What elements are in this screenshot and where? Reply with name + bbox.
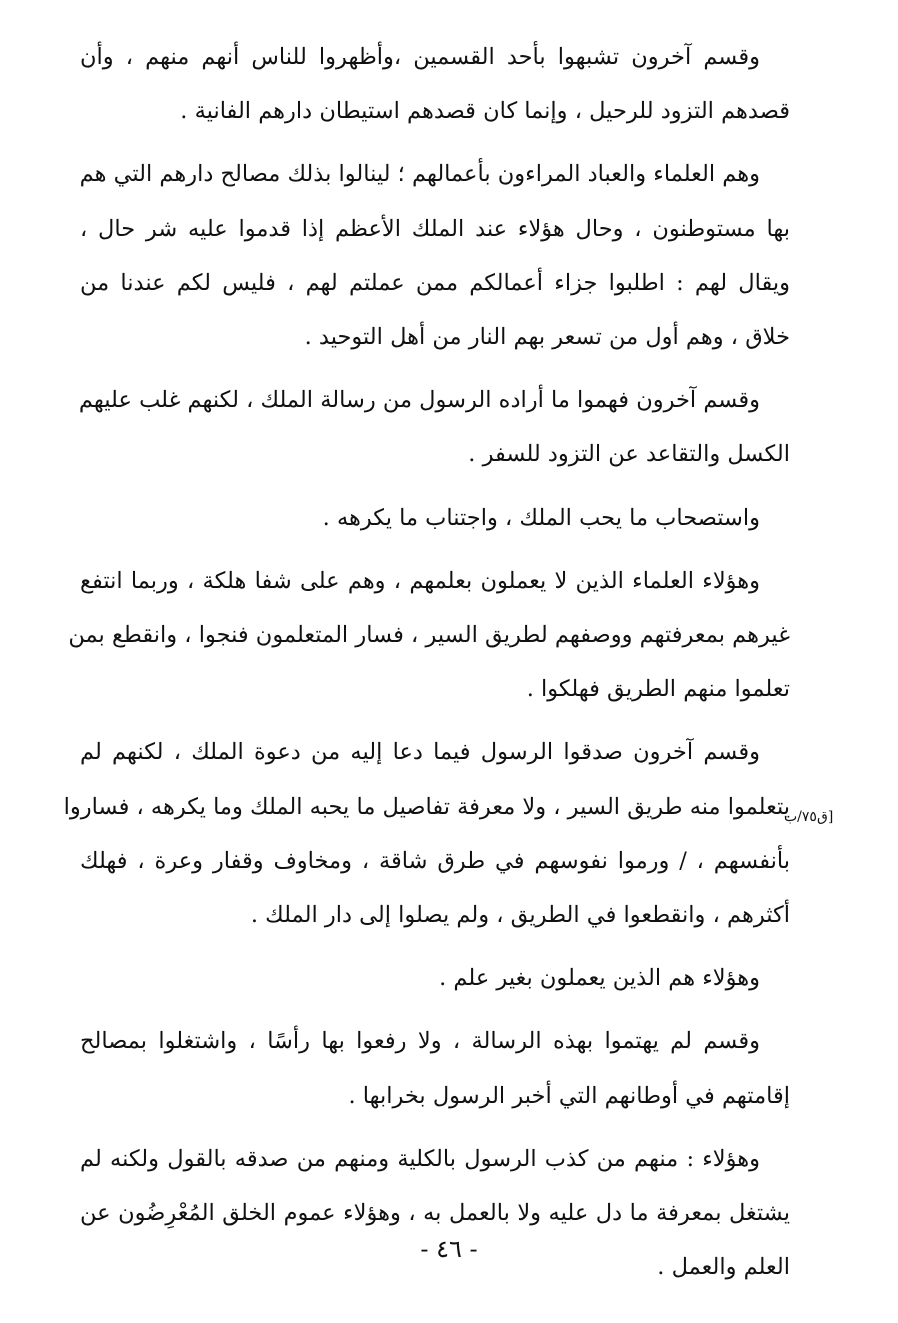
page-number: - ٤٦ -	[420, 1235, 478, 1263]
text-line: غيرهم بمعرفتهم ووصفهم لطريق السير ، فسار المتعلمون فنجوا ، وانقطع بمن	[68, 622, 790, 649]
text-line: وهم العلماء والعباد المراءون بأعمالهم ؛ لينالوا بذلك مصالح دارهم التي هم	[79, 161, 760, 188]
text-line: تعلموا منهم الطريق فهلكوا .	[526, 676, 790, 703]
body-text	[63, 30, 790, 1303]
paragraph-8	[80, 1014, 790, 1122]
text-line: خلاق ، وهم أول من تسعر بهم النار من أهل التوحيد .	[304, 324, 790, 351]
text-line: واستصحاب ما يحب الملك ، واجتناب ما يكرهه .	[322, 504, 760, 531]
text-line: وقسم آخرون فهموا ما أراده الرسول من رسالة الملك ، لكنهم غلب عليهم	[78, 387, 760, 414]
text-line: العلم والعمل .	[657, 1254, 790, 1281]
paragraph-6	[63, 725, 790, 942]
text-line: قصدهم التزود للرحيل ، وإنما كان قصدهم استيطان دارهم الفانية .	[180, 98, 790, 125]
paragraph-1	[80, 30, 790, 138]
text-line: بها مستوطنون ، وحال هؤلاء عند الملك الأعظم إذا قدموا عليه شر حال ،	[80, 215, 790, 242]
paragraph-9	[80, 1132, 790, 1295]
text-line: أكثرهم ، وانقطعوا في الطريق ، ولم يصلوا إلى دار الملك .	[250, 902, 790, 929]
manuscript-folio-note: [ق٧٥/ب	[784, 809, 834, 825]
text-line: الكسل والتقاعد عن التزود للسفر .	[468, 441, 790, 468]
paragraph-3	[80, 373, 790, 481]
text-line: يتعلموا منه طريق السير ، ولا معرفة تفاصيل ما يحبه الملك وما يكرهه ، فساروا	[63, 793, 790, 820]
text-line: وقسم آخرون تشبهوا بأحد القسمين ،وأظهروا للناس أنهم منهم ، وأن	[80, 44, 760, 70]
paragraph-7	[80, 951, 790, 1005]
text-line: يشتغل بمعرفة ما دل عليه ولا بالعمل به ، وهؤلاء عموم الخلق المُعْرِضُون عن	[80, 1200, 790, 1227]
paragraph-4	[80, 491, 790, 545]
paragraph-2	[80, 147, 790, 364]
text-line: وهؤلاء العلماء الذين لا يعملون بعلمهم ، وهم على شفا هلكة ، وربما انتفع	[80, 567, 760, 594]
text-line: وهؤلاء : منهم من كذب الرسول بالكلية ومنهم من صدقه بالقول ولكنه لم	[80, 1145, 760, 1172]
text-line: وقسم آخرون صدقوا الرسول فيما دعا إليه من دعوة الملك ، لكنهم لم	[80, 739, 760, 766]
paragraph-5	[68, 554, 790, 717]
text-line: ويقال لهم : اطلبوا جزاء أعمالكم ممن عملتم لهم ، فليس لكم عندنا من	[80, 269, 790, 296]
text-line: وقسم لم يهتموا بهذه الرسالة ، ولا رفعوا بها رأسًا ، واشتغلوا بمصالح	[80, 1028, 760, 1055]
text-line: إقامتهم في أوطانهم التي أخبر الرسول بخرابها .	[348, 1082, 790, 1109]
text-line: وهؤلاء هم الذين يعملون بغير علم .	[439, 965, 760, 992]
text-line: بأنفسهم ، / ورموا نفوسهم في طرق شاقة ، ومخاوف وقفار وعرة ، فهلك	[80, 847, 790, 874]
